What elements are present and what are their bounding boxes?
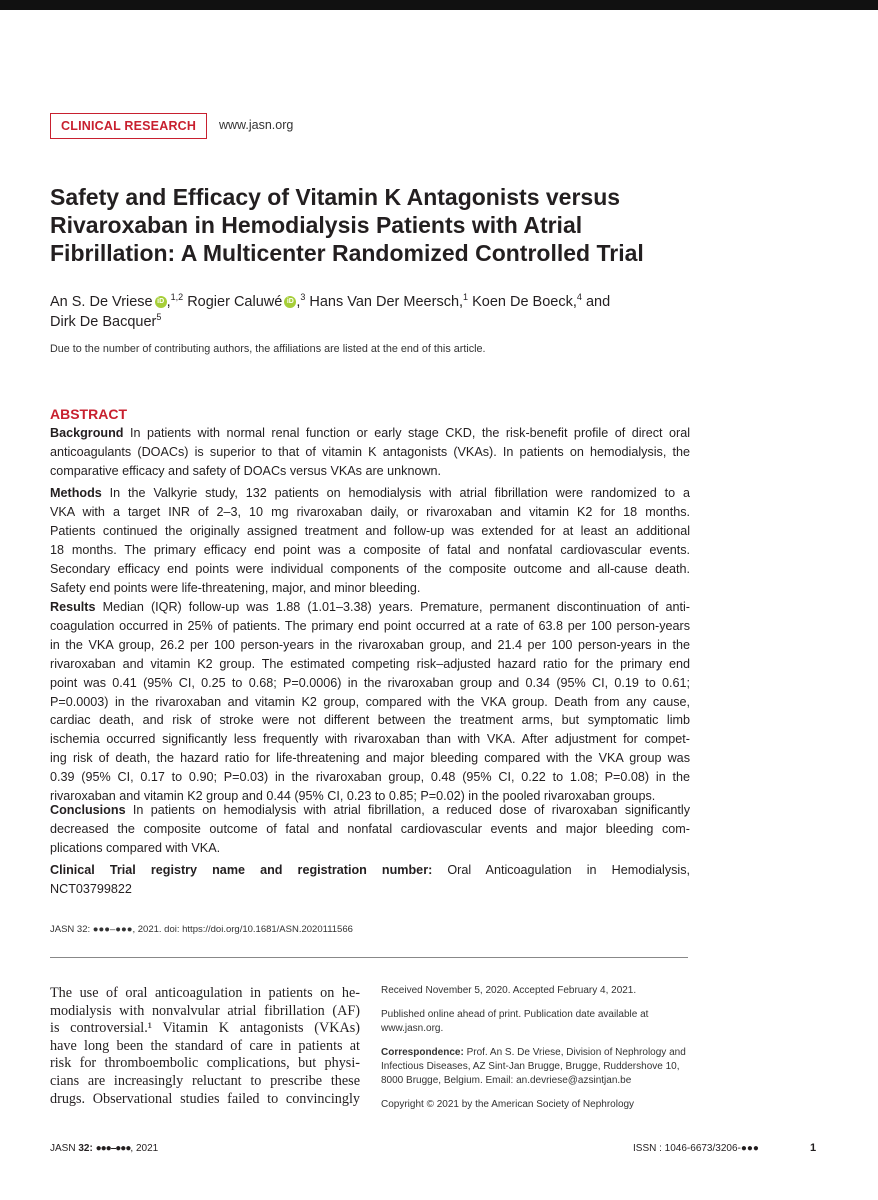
abstract-line: Conclusions In patients on hemodialysis with atrial fibrillation, a reduced dose of rivaroxaban significantly <box>50 803 690 817</box>
received-dates: Received November 5, 2020. Accepted February 4, 2021. <box>381 985 637 996</box>
abstract-line: decreased the composite outcome of fatal and nonfatal cardiovascular events and major bleeding com- <box>50 821 690 836</box>
body-line: have long been the standard of care in patients at <box>50 1037 360 1054</box>
author-name[interactable]: Rogier Caluwé <box>187 294 283 310</box>
abstract-line: ing risk of death, the hazard ratio for life-threatening and major bleeding compared with the VKA group was <box>50 751 690 766</box>
body-line: drugs. Observational studies failed to convincingly <box>50 1090 360 1107</box>
author-affiliation: 4 <box>576 292 582 302</box>
abstract-line: in the VKA group, 26.2 per 100 person-years in the rivaroxaban group, and 21.4 per 100 person-years in the <box>50 637 690 652</box>
author-affiliation: 1 <box>463 292 469 302</box>
footer-journal: JASN 32: ●●●–●●●, 2021 <box>50 1143 159 1154</box>
title-line: Safety and Efficacy of Vitamin K Antagonists versus <box>50 184 621 210</box>
conclusions-label: Conclusions <box>50 803 126 817</box>
footer-issn: ISSN : 1046-6673/3206-●●● <box>633 1143 759 1154</box>
citation-doi[interactable]: JASN 32: ●●●–●●●, 2021. doi: https://doi.org/10.1681/ASN.2020111566 <box>50 924 353 935</box>
abstract-line: anticoagulants (DOACs) is superior to that of vitamin K antagonists (VKAs). In patients on hemodialysis, the <box>50 444 690 459</box>
background-label: Background <box>50 426 124 440</box>
registry-label: Clinical Trial registry name and registration number: <box>50 863 433 877</box>
abstract-line: coagulation occurred in 25% of patients. The primary end point occurred at a rate of 63.8 per 100 person-years <box>50 618 690 633</box>
abstract-background <box>50 424 690 481</box>
abstract-line: Patients continued the originally assigned treatment and follow-up was extended for at least an additional <box>50 523 690 538</box>
abstract-line: rivaroxaban and vitamin K2 group and 0.44 (95% CI, 0.23 to 0.85; P=0.02) in the pooled rivaroxaban groups. <box>50 789 656 804</box>
author-name[interactable]: Dirk De Bacquer <box>50 314 157 330</box>
published-note: Published online ahead of print. Publication date available at www.jasn.org. <box>381 1009 649 1034</box>
results-label: Results <box>50 600 96 614</box>
body-line: cians are increasingly reluctant to prescribe these <box>50 1072 360 1089</box>
body-line: risk for thromboembolic complications, but physi- <box>50 1055 360 1072</box>
affiliation-note: Due to the number of contributing authors, the affiliations are listed at the end of this article. <box>50 343 486 355</box>
abstract-line: ischemia occurred significantly less frequently with rivaroxaban than with VKA. After adjustment for compet- <box>50 732 690 747</box>
methods-label: Methods <box>50 486 102 500</box>
author-line <box>50 312 830 332</box>
body-column <box>50 985 360 1108</box>
abstract-heading: ABSTRACT <box>50 406 127 422</box>
author-conjunction: and <box>585 294 611 310</box>
orcid-icon[interactable]: iD <box>284 296 296 308</box>
author-affiliation: 5 <box>156 312 162 322</box>
body-line: The use of oral anticoagulation in patients on he- <box>50 985 360 1001</box>
abstract-line: rivaroxaban and vitamin K2 group. The estimated competing risk–adjusted hazard ratio for the primary end <box>50 656 690 671</box>
abstract-line: VKA with a target INR of 2–3, 10 mg rivaroxaban daily, or rivaroxaban and vitamin K2 for 18 months. <box>50 504 690 519</box>
author-affiliation: 1,2 <box>170 292 184 302</box>
author-affiliation: 3 <box>300 292 306 302</box>
copyright: Copyright © 2021 by the American Society of Nephrology <box>381 1099 635 1110</box>
title-line: Rivaroxaban in Hemodialysis Patients with Atrial <box>50 212 583 238</box>
abstract-line: Results Median (IQR) follow-up was 1.88 (1.01–3.38) years. Premature, permanent discontinuation of anti- <box>50 600 690 614</box>
abstract-line: plications compared with VKA. <box>50 840 221 855</box>
article-title <box>50 183 830 267</box>
abstract-line: cardiac death, and risk of stroke were not different between the treatment arms, but symptomatic limb <box>50 713 690 728</box>
abstract-methods <box>50 484 690 597</box>
body-line: modialysis with nonvalvular atrial fibrillation (AF) <box>50 1002 360 1019</box>
author-name[interactable]: An S. De Vriese <box>50 294 153 310</box>
abstract-registry <box>50 861 690 899</box>
correspondence-label: Correspondence: <box>381 1047 464 1058</box>
body-line: is controversial.¹ Vitamin K antagonists (VKAs) <box>50 1020 360 1037</box>
author-name[interactable]: Koen De Boeck, <box>472 294 577 310</box>
abstract-line: Background In patients with normal renal function or early stage CKD, the risk-benefit profile of direct oral <box>50 426 690 440</box>
abstract-results <box>50 598 690 806</box>
section-badge <box>50 113 207 139</box>
abstract-line: 18 months. The primary efficacy end point was a composite of fatal and nonfatal cardiovascular events. <box>50 542 690 557</box>
abstract-line[interactable]: NCT03799822 <box>50 881 132 896</box>
page-number: 1 <box>810 1142 817 1154</box>
journal-url[interactable]: www.jasn.org <box>219 118 294 132</box>
top-bar <box>0 0 878 10</box>
author-line: An S. De Vriese iD ,$^{1,2}$ Rogier Caluwé iD ,$^3$ Hans Van Der Meersch,$^1$ Koen De Boeck,$^4$ and <box>50 292 611 310</box>
author-name[interactable]: Hans Van Der Meersch, <box>309 294 464 310</box>
abstract-line: Methods In the Valkyrie study, 132 patients on hemodialysis with atrial fibrillation were randomized to a <box>50 486 690 500</box>
abstract-line: P=0.0003) in the rivaroxaban and vitamin K2 group, compared with the VKA group. Death from any cause, <box>50 694 690 709</box>
title-line: Fibrillation: A Multicenter Randomized Controlled Trial <box>50 240 644 266</box>
abstract-conclusions <box>50 801 690 858</box>
correspondence: Correspondence: Prof. An S. De Vriese, Division of Nephrology and Infectious Diseases, AZ Sint-Jan Brugge, Brugge, Ruddershove 10, 8000 Brugge, Belgium. Email: an.devriese@azsintjan.be <box>381 1047 686 1086</box>
abstract-line: Safety end points were life-threatening, major, and minor bleeding. <box>50 580 421 595</box>
abstract-line: 0.39 (95% CI, 0.17 to 0.90; P=0.03) in the rivaroxaban group, 0.48 (95% CI, 0.22 to 1.08; P=0.08) in the <box>50 770 690 785</box>
section-label: CLINICAL RESEARCH <box>61 119 197 133</box>
abstract-line: Clinical Trial registry name and registration number: Oral Anticoagulation in Hemodialysis, <box>50 863 691 877</box>
abstract-line: Secondary efficacy end points were individual components of the composite outcome and all-cause death. <box>50 561 690 576</box>
author-list <box>50 292 830 332</box>
orcid-icon[interactable]: iD <box>155 296 167 308</box>
abstract-line: point was 0.41 (95% CI, 0.25 to 0.68; P=0.0006) in the rivaroxaban group and 0.34 (95% CI, 0.19 to 0.61; <box>50 675 690 690</box>
abstract-line: comparative efficacy and safety of DOACs versus VKAs are unknown. <box>50 463 442 478</box>
divider <box>50 957 688 958</box>
